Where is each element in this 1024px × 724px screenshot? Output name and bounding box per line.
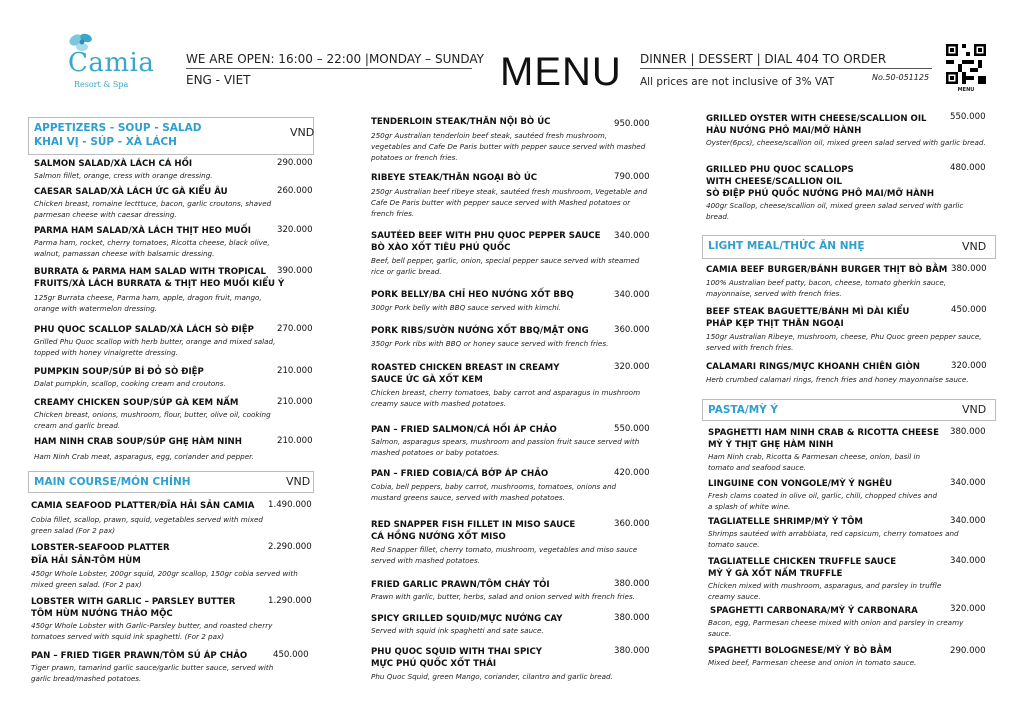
menu-item-desc: 400gr Scallop, cheese/scallion oil, mixed green salad served with garlic bread. xyxy=(706,201,964,221)
menu-item-name: RED SNAPPER FISH FILLET IN MISO SAUCE xyxy=(371,520,576,530)
menu-item-name: PUMPKIN SOUP/SÚP BÍ ĐỎ SÒ ĐIỆP xyxy=(34,367,204,377)
languages: ENG - VIET xyxy=(186,73,251,87)
pasta-title: PASTA/MỲ Ý xyxy=(708,404,779,416)
menu-item-price: 340.000 xyxy=(950,556,986,566)
menu-item-name: CAMIA SEAFOOD PLATTER/ĐĨA HẢI SẢN CAMIA xyxy=(31,501,255,511)
main-course-title: MAIN COURSE/MÓN CHÍNH xyxy=(34,476,191,488)
menu-item-name: SPAGHETTI BOLOGNESE/MỲ Ý BÒ BẰM xyxy=(708,646,892,656)
menu-item-price: 790.000 xyxy=(614,172,650,182)
menu-item-name: GRILLED PHU QUOC SCALLOPS xyxy=(706,165,854,175)
appetizers-title-vn: KHAI VỊ - SÚP - XÀ LÁCH xyxy=(34,136,177,148)
menu-item-price: 550.000 xyxy=(950,112,986,122)
menu-item-price: 2.290.000 xyxy=(268,542,312,552)
menu-item-desc: 100% Australian beef patty, bacon, cheese, tomato gherkin sauce, mayonnaise, served with french fries. xyxy=(706,278,947,298)
menu-item-name-vn: SAUCE ỨC GÀ XỐT KEM xyxy=(371,375,483,385)
services-line: DINNER | DESSERT | DIAL 404 TO ORDER xyxy=(640,52,887,66)
menu-item-price: 290.000 xyxy=(277,158,313,168)
menu-item-price: 320.000 xyxy=(951,361,987,371)
menu-item-name: SPICY GRILLED SQUID/MỰC NƯỚNG CAY xyxy=(371,614,563,624)
menu-item-desc: Grilled Phu Quoc scallop with herb butter, orange and mixed salad, topped with honey vinaigrette dressing. xyxy=(34,337,276,357)
menu-item-name: FRIED GARLIC PRAWN/TÔM CHÁY TỎI xyxy=(371,580,550,590)
menu-item-name: PORK BELLY/BA CHỈ HEO NƯỚNG XỐT BBQ xyxy=(371,290,574,300)
menu-item-name: TENDERLOIN STEAK/THĂN NỘI BÒ ÚC xyxy=(371,117,551,127)
menu-item-name-vn: TÔM HÙM NƯỚNG THẢO MỘC xyxy=(31,609,173,619)
menu-item-name: SAUTÉED BEEF WITH PHU QUOC PEPPER SAUCE xyxy=(371,231,601,241)
menu-item-price: 290.000 xyxy=(950,646,986,656)
menu-item-name: BURRATA & PARMA HAM SALAD WITH TROPICAL xyxy=(34,267,266,277)
menu-item-name-vn: MỰC PHÚ QUỐC XỐT THÁI xyxy=(371,659,497,669)
menu-item-desc: Salmon, asparagus spears, mushroom and passion fruit sauce served with mashed potatoes or baby potatoes. xyxy=(371,437,640,457)
menu-item-price: 380.000 xyxy=(614,579,650,589)
menu-item-price: 390.000 xyxy=(277,266,313,276)
menu-item-price: 320.000 xyxy=(950,604,986,614)
menu-item-name: TAGLIATELLE SHRIMP/MỲ Ý TÔM xyxy=(708,517,863,527)
vat-note: All prices are not inclusive of 3% VAT xyxy=(640,76,835,88)
menu-item-price: 380.000 xyxy=(950,427,986,437)
menu-item-name-vn: HÀU NƯỚNG PHÔ MAI/MỠ HÀNH xyxy=(706,126,862,136)
menu-item-desc: Beef, bell pepper, garlic, onion, special pepper sauce served with steamed rice or garlic bread. xyxy=(371,256,640,276)
menu-item-name-2: WITH CHEESE/SCALLION OIL xyxy=(706,177,842,187)
menu-item-name-vn: FRUITS/XÀ LÁCH BURRATA & THỊT HEO MUỐI KIỂU Ý xyxy=(34,279,285,289)
menu-item-desc: Chicken breast, onions, mushroom, flour, butter, olive oil, cooking cream and garlic bread. xyxy=(34,410,271,430)
menu-item-name-vn: BÒ XÀO XỐT TIÊU PHÚ QUỐC xyxy=(371,243,511,253)
menu-item-name: ROASTED CHICKEN BREAST IN CREAMY xyxy=(371,363,560,373)
menu-item-price: 210.000 xyxy=(277,366,313,376)
document-number: No.50-051125 xyxy=(872,73,930,82)
menu-item-desc: 450gr Whole Lobster, 200gr squid, 200gr scallop, 150gr cobia served with mixed green salad. (For 2 pax) xyxy=(31,569,298,589)
menu-item-name: PARMA HAM SALAD/XÀ LÁCH THỊT HEO MUỐI xyxy=(34,226,251,236)
logo-subtitle: Resort & Spa xyxy=(74,80,129,89)
menu-item-name: TAGLIATELLE CHICKEN TRUFFLE SAUCE xyxy=(708,557,897,567)
menu-item-price: 260.000 xyxy=(277,186,313,196)
menu-item-desc: Ham Ninh Crab meat, asparagus, egg, coriander and pepper. xyxy=(34,452,254,461)
menu-item-desc: Shrimps sautéed with arrabbiata, red capsicum, cherry tomatoes and tomato sauce. xyxy=(708,529,959,549)
menu-item-name: HAM NINH CRAB SOUP/SÚP GHẸ HÀM NINH xyxy=(34,437,242,447)
menu-item-desc: Fresh clams coated in olive oil, garlic, chili, chopped chives and a splash of white wine. xyxy=(708,491,938,511)
menu-item-desc: 350gr Pork ribs with BBQ or honey sauce served with french fries. xyxy=(371,339,609,348)
menu-item-price: 450.000 xyxy=(951,305,987,315)
menu-item-price: 340.000 xyxy=(614,231,650,241)
menu-item-price: 320.000 xyxy=(277,225,313,235)
page-title: MENU xyxy=(500,50,622,94)
menu-item-name: SPAGHETTI HAM NINH CRAB & RICOTTA CHEESE xyxy=(708,428,939,438)
light-meal-title: LIGHT MEAL/THỨC ĂN NHẸ xyxy=(708,240,865,252)
menu-item-desc: Cobia, bell peppers, baby carrot, mushrooms, tomatoes, onions and mustard greens sauce, served with mashed potatoes. xyxy=(371,482,617,502)
menu-item-name: SPAGHETTI CARBONARA/MỲ Ý CARBONARA xyxy=(710,606,918,616)
menu-item-desc: 150gr Australian Ribeye, mushroom, cheese, Phu Quoc green pepper sauce, served with french fries. xyxy=(706,332,982,352)
menu-item-price: 450.000 xyxy=(273,650,309,660)
currency-label: VND xyxy=(290,126,315,139)
logo-name: Camia xyxy=(68,48,155,78)
qr-code[interactable] xyxy=(946,44,986,93)
menu-item-desc: 300gr Pork belly with BBQ sauce served with kimchi. xyxy=(371,303,561,312)
menu-item-name: PHU QUOC SQUID WITH THAI SPICY xyxy=(371,647,542,657)
menu-item-price: 270.000 xyxy=(277,324,313,334)
menu-item-desc: Phu Quoc Squid, green Mango, coriander, cilantro and garlic bread. xyxy=(371,672,613,681)
menu-item-desc: Cobia fillet, scallop, prawn, squid, vegetables served with mixed green salad (For 2 pax) xyxy=(31,515,263,535)
currency-label: VND xyxy=(962,403,987,416)
menu-item-desc: 125gr Burrata cheese, Parma ham, apple, dragon fruit, mango, orange with watermelon dressing. xyxy=(34,293,262,313)
menu-item-desc: Chicken mixed with mushroom, asparagus, and parsley in truffle creamy sauce. xyxy=(708,581,942,601)
menu-item-price: 950.000 xyxy=(614,119,650,129)
menu-item-name: RIBEYE STEAK/THĂN NGOẠI BÒ ÚC xyxy=(371,173,538,183)
menu-item-name: PAN – FRIED SALMON/CÁ HỒI ÁP CHẢO xyxy=(371,425,557,435)
menu-item-desc: Red Snapper fillet, cherry tomato, mushroom, vegetables and miso sauce served with mashed potatoes. xyxy=(371,545,638,565)
menu-item-desc: Mixed beef, Parmesan cheese and onion in tomato sauce. xyxy=(708,658,917,667)
menu-item-price: 1.290.000 xyxy=(268,596,312,606)
menu-item-desc: Salmon fillet, orange, cress with orange dressing. xyxy=(34,171,213,180)
menu-item-desc: Served with squid ink spaghetti and sate sauce. xyxy=(371,626,544,635)
menu-item-name: PHU QUOC SCALLOP SALAD/XÀ LÁCH SÒ ĐIỆP xyxy=(34,325,254,335)
menu-item-name: PORK RIBS/SƯỜN NƯỚNG XỐT BBQ/MẬT ONG xyxy=(371,326,589,336)
menu-item-price: 320.000 xyxy=(614,362,650,372)
menu-item-desc: Herb crumbed calamari rings, french fries and honey mayonnaise sauce. xyxy=(706,375,969,384)
menu-item-price: 380.000 xyxy=(951,264,987,274)
menu-item-name: LOBSTER WITH GARLIC – PARSLEY BUTTER xyxy=(31,597,236,607)
opening-hours: WE ARE OPEN: 16:00 – 22:00 |MONDAY – SUNDAY xyxy=(186,52,485,66)
menu-item-desc: Chicken breast, romaine lectttuce, bacon, garlic croutons, shaved parmesan cheese with caesar dressing. xyxy=(34,199,272,219)
menu-item-desc: Tiger prawn, tamarind garlic sauce/garlic butter sauce, served with garlic bread/mashed potatoes. xyxy=(31,663,274,683)
menu-item-name-vn: ĐĨA HẢI SẢN-TÔM HÙM xyxy=(31,556,141,566)
menu-item-price: 550.000 xyxy=(614,424,650,434)
menu-item-desc: 450gr Whole Lobster with Garlic-Parsley butter, and roasted cherry tomatoes served with squid ink spaghetti. (For 2 pax) xyxy=(31,621,273,641)
menu-item-desc: Parma ham, rocket, cherry tomatoes, Ricotta cheese, black olive, walnut, pamassan cheese with balsamic dressing. xyxy=(34,238,270,258)
menu-item-name: CREAMY CHICKEN SOUP/SÚP GÀ KEM NẤM xyxy=(34,398,239,408)
menu-item-name-vn: MỲ Ý THỊT GHẸ HÀM NINH xyxy=(708,440,834,450)
menu-item-desc: Oyster(6pcs), cheese/scallion oil, mixed green salad served with garlic bread. xyxy=(706,138,986,147)
menu-item-desc: Chicken breast, cherry tomatoes, baby carrot and asparagus in mushroom creamy sauce with mashed potatoes. xyxy=(371,388,641,408)
menu-item-price: 210.000 xyxy=(277,436,313,446)
menu-item-name: LOBSTER-SEAFOOD PLATTER xyxy=(31,543,170,553)
menu-item-name: CAMIA BEEF BURGER/BÁNH BURGER THỊT BÒ BẰM xyxy=(706,265,948,275)
header-divider-left xyxy=(186,68,472,69)
menu-item-price: 380.000 xyxy=(614,646,650,656)
currency-label: VND xyxy=(286,475,311,488)
menu-item-name: SALMON SALAD/XÀ LÁCH CÁ HỒI xyxy=(34,159,193,169)
menu-item-price: 210.000 xyxy=(277,397,313,407)
menu-item-price: 360.000 xyxy=(614,519,650,529)
menu-item-name: PAN – FRIED COBIA/CÁ BỚP ÁP CHẢO xyxy=(371,469,549,479)
currency-label: VND xyxy=(962,240,987,253)
menu-item-name: LINGUINE CON VONGOLE/MỲ Ý NGHÊU xyxy=(708,479,893,489)
menu-item-price: 380.000 xyxy=(614,613,650,623)
menu-item-name: CALAMARI RINGS/MỰC KHOANH CHIÊN GIÒN xyxy=(706,362,920,372)
menu-item-name-vn: PHÁP KẸP THỊT THĂN NGOẠI xyxy=(706,319,844,329)
menu-item-desc: Prawn with garlic, butter, herbs, salad and onion served with french fries. xyxy=(371,592,635,601)
qr-code-icon xyxy=(946,44,986,84)
menu-item-desc: Dalat pumpkin, scallop, cooking cream and croutons. xyxy=(34,379,226,388)
menu-item-price: 420.000 xyxy=(614,468,650,478)
menu-item-price: 360.000 xyxy=(614,325,650,335)
menu-item-desc: Bacon, egg, Parmesan cheese mixed with onion and parsley in creamy sauce. xyxy=(708,618,964,638)
menu-item-price: 340.000 xyxy=(950,516,986,526)
header-divider-right xyxy=(640,68,932,69)
menu-item-name-vn: CÁ HỒNG NƯỚNG XỐT MISO xyxy=(371,532,506,542)
menu-item-price: 480.000 xyxy=(950,163,986,173)
menu-item-name: PAN – FRIED TIGER PRAWN/TÔM SÚ ÁP CHẢO xyxy=(31,651,248,661)
menu-item-price: 340.000 xyxy=(950,478,986,488)
menu-item-price: 1.490.000 xyxy=(268,500,312,510)
qr-label: MENU xyxy=(957,87,975,93)
menu-item-desc: 250gr Australian beef ribeye steak, sautéed fresh mushroom, Vegetable and Cafe De Paris butter with pepper sauce served with Mashed potatoes or french fries. xyxy=(371,187,648,218)
appetizers-title: APPETIZERS - SOUP - SALAD xyxy=(34,122,202,134)
menu-item-name-vn: SÒ ĐIỆP PHÚ QUỐC NƯỚNG PHÔ MAI/MỠ HÀNH xyxy=(706,189,935,199)
menu-item-desc: 250gr Australian tenderloin beef steak, sautéed fresh mushroom, vegetables and Cafe De Paris butter with pepper sauce served with mashed potatoes or french fries. xyxy=(371,131,646,162)
menu-item-name: BEEF STEAK BAGUETTE/BÁNH MÌ DÀI KIỂU xyxy=(706,307,910,317)
menu-item-desc: Ham Ninh crab, Ricotta & Parmesan cheese, onion, basil in tomato and seafood sauce. xyxy=(708,452,921,472)
menu-item-name: CAESAR SALAD/XÀ LÁCH ỨC GÀ KIỂU ÂU xyxy=(34,187,228,197)
menu-item-name: GRILLED OYSTER WITH CHEESE/SCALLION OIL xyxy=(706,114,927,124)
menu-item-name-vn: MỲ Ý GÀ XỐT NẤM TRUFFLE xyxy=(708,569,843,579)
resort-logo xyxy=(52,30,155,92)
menu-item-price: 340.000 xyxy=(614,290,650,300)
